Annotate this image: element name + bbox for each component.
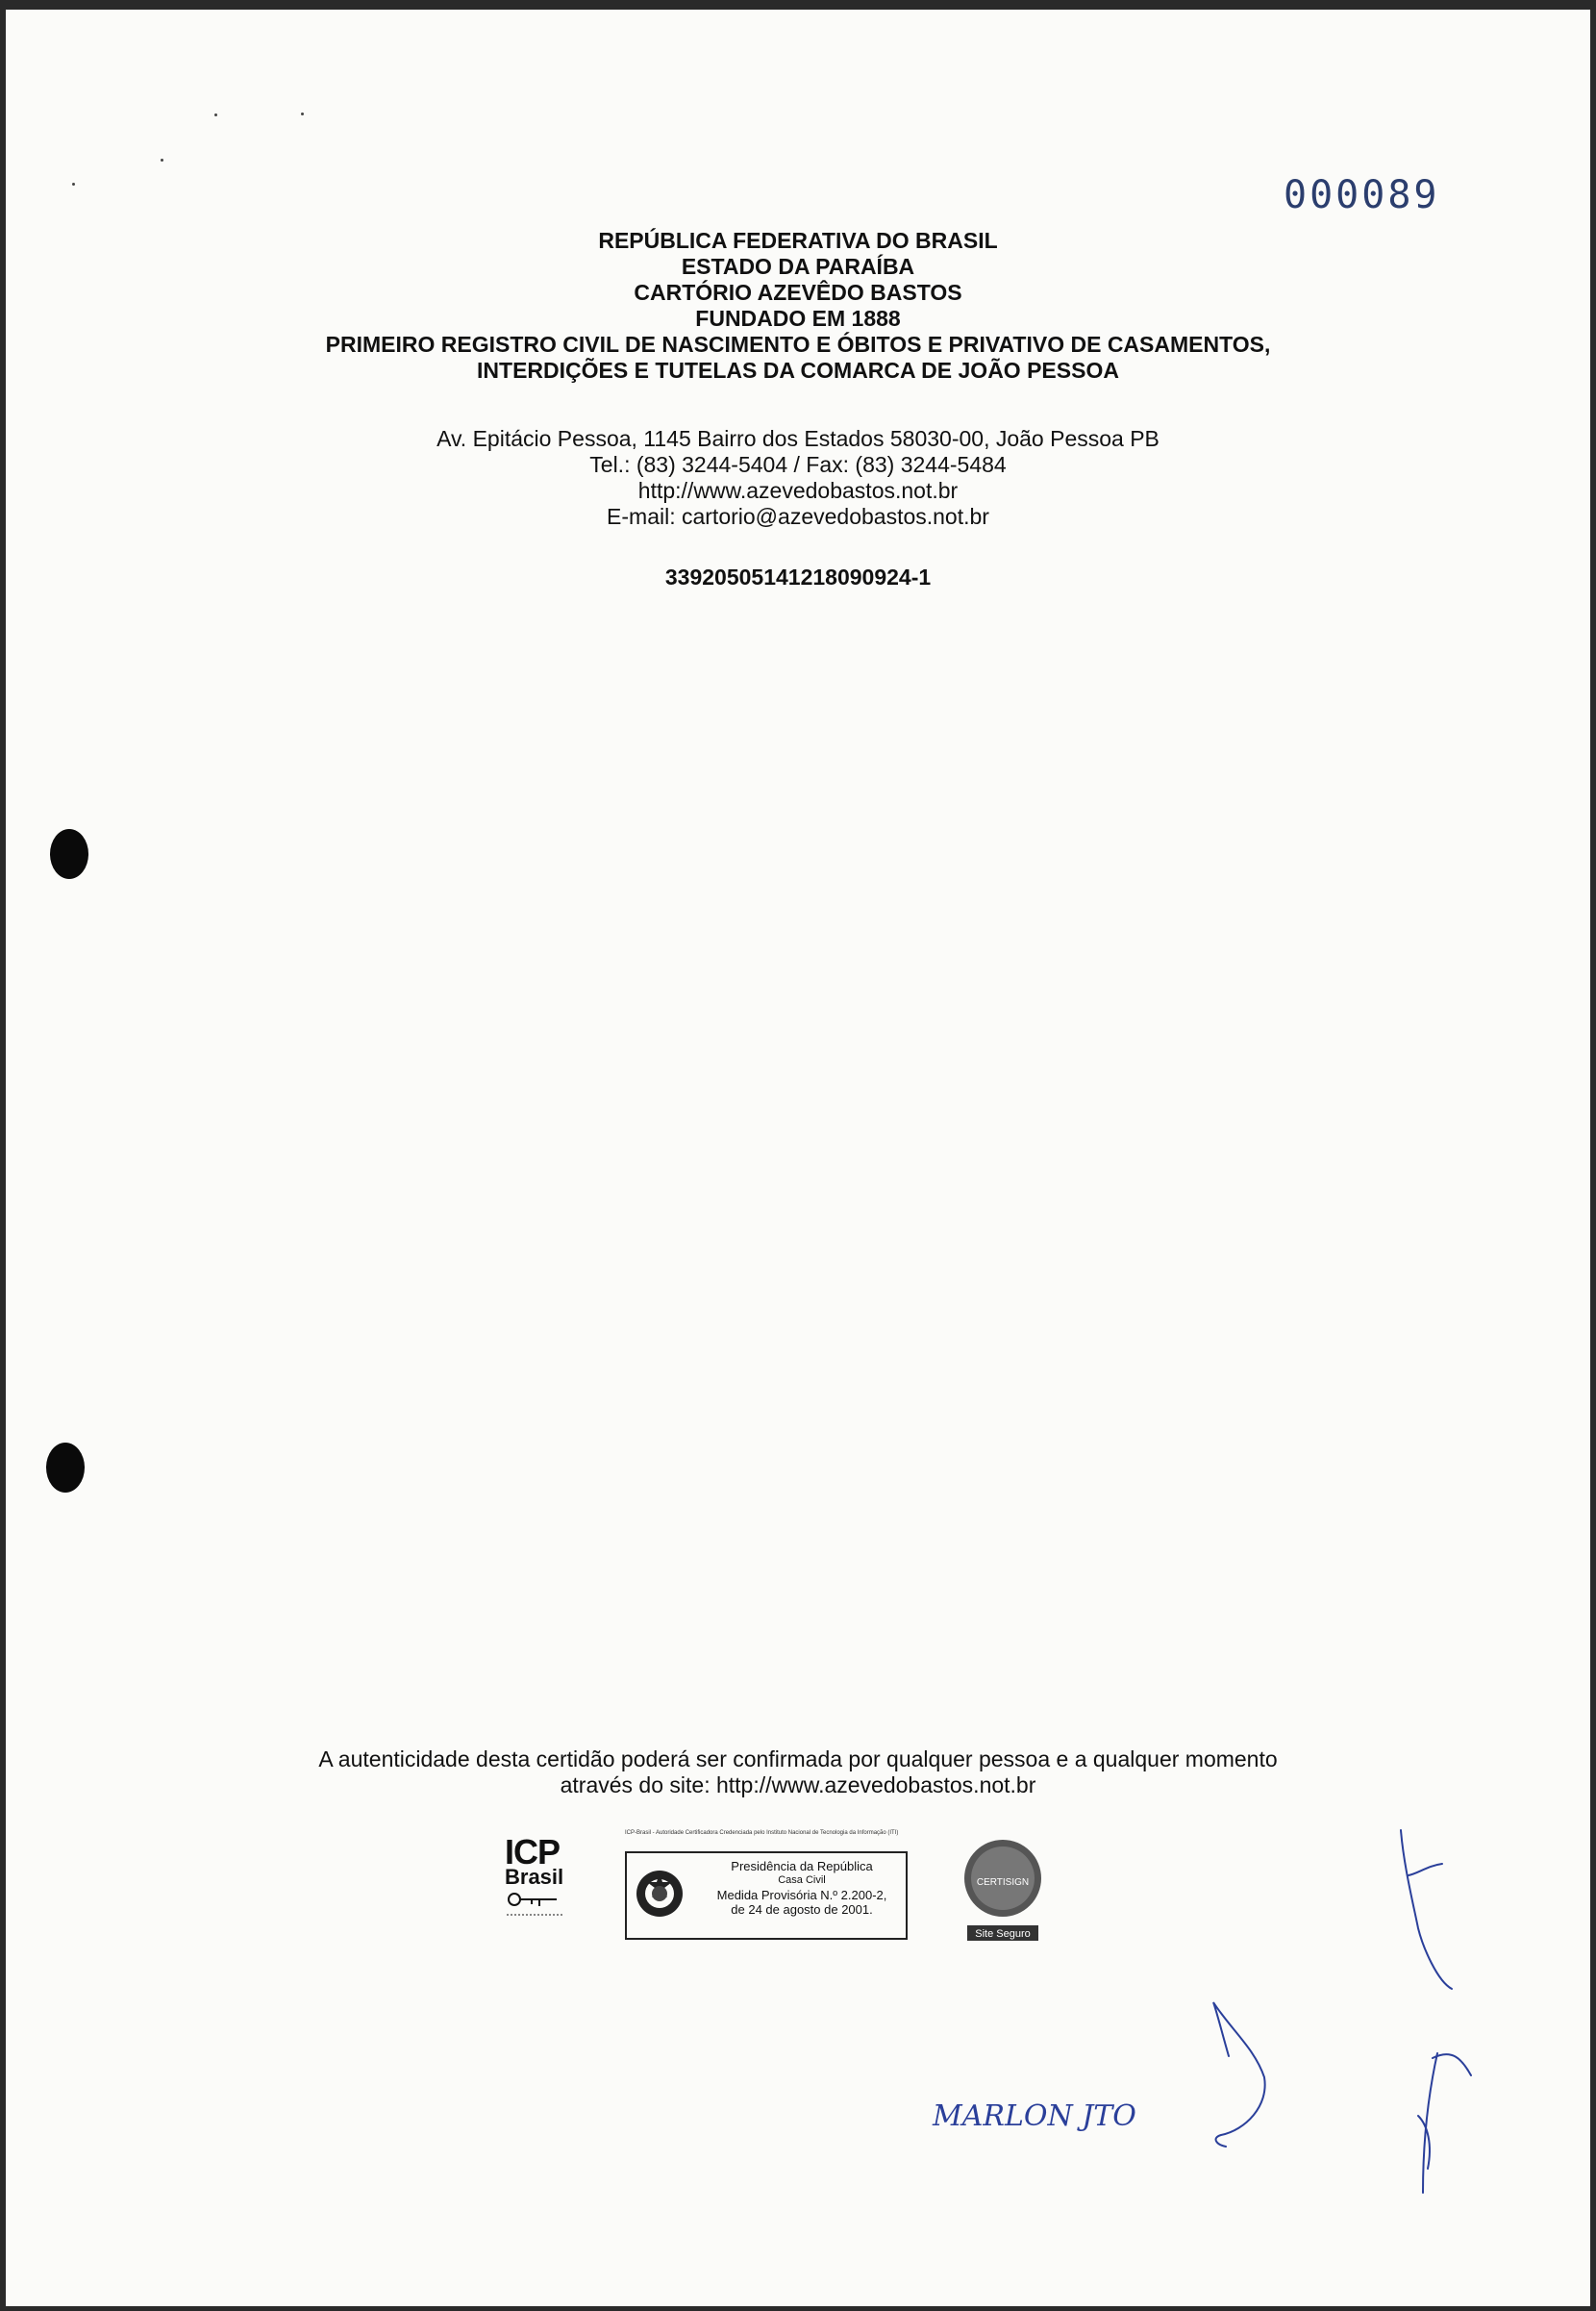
page-number: 000089 (1284, 173, 1440, 217)
icp-brasil-logo (505, 1832, 582, 1927)
header-line: REPÚBLICA FEDERATIVA DO BRASIL (598, 228, 998, 253)
site-seguro-label: Site Seguro (975, 1928, 1031, 1940)
coat-of-arms-icon (631, 1865, 688, 1922)
authenticity-line: A autenticidade desta certidão poderá ser confirmada por qualquer pessoa e a qualquer momento (318, 1746, 1278, 1771)
document-code: 33920505141218090924-1 (664, 565, 932, 590)
speck (214, 113, 217, 116)
signature-strokes (1213, 1830, 1471, 2193)
certisign-label: CERTISIGN (976, 1877, 1030, 1888)
authenticity-line: através do site: http://www.azevedobastos.not.br (560, 1772, 1036, 1797)
pres-title: Presidência da República (731, 1859, 873, 1873)
pres-mp: Medida Provisória N.º 2.200-2, (716, 1888, 887, 1902)
street-address: Av. Epitácio Pessoa, 1145 Bairro dos Estados 58030-00, João Pessoa PB (436, 426, 1160, 451)
punch-hole (50, 829, 88, 879)
speck (161, 159, 163, 162)
speck (301, 113, 304, 115)
pres-date: de 24 de agosto de 2001. (731, 1902, 873, 1917)
header-line: FUNDADO EM 1888 (695, 306, 901, 331)
header-line: PRIMEIRO REGISTRO CIVIL DE NASCIMENTO E ÓBITOS E PRIVATIVO DE CASAMENTOS, (325, 332, 1271, 357)
header-line: CARTÓRIO AZEVÊDO BASTOS (634, 280, 962, 305)
icp-logo-text: ICP (505, 1832, 561, 1871)
speck (72, 183, 75, 186)
key-icon (505, 1888, 582, 1922)
website-link[interactable]: http://www.azevedobastos.not.br (637, 478, 959, 503)
email-line: E-mail: cartorio@azevedobastos.not.br (607, 504, 989, 529)
pres-sub: Casa Civil (778, 1874, 826, 1886)
phone-line: Tel.: (83) 3244-5404 / Fax: (83) 3244-5484 (589, 452, 1007, 477)
authenticity-note (0, 1746, 1596, 1798)
pres-caption: ICP-Brasil - Autoridade Certificadora Credenciada pelo Instituto Nacional de Tecnologia da Informação (ITI) (625, 1830, 899, 1836)
punch-hole (46, 1443, 85, 1493)
signature-name: MARLON JTO (933, 2099, 1136, 2133)
header-line: INTERDIÇÕES E TUTELAS DA COMARCA DE JOÃO PESSOA (477, 358, 1119, 383)
registry-header (0, 228, 1596, 384)
icp-logo-subtext: Brasil (505, 1865, 564, 1889)
handwritten-signatures (885, 1808, 1577, 2212)
pres-text (702, 1859, 902, 1917)
address-block (0, 426, 1596, 530)
header-line: ESTADO DA PARAÍBA (681, 254, 915, 279)
presidencia-seal (625, 1851, 908, 1940)
